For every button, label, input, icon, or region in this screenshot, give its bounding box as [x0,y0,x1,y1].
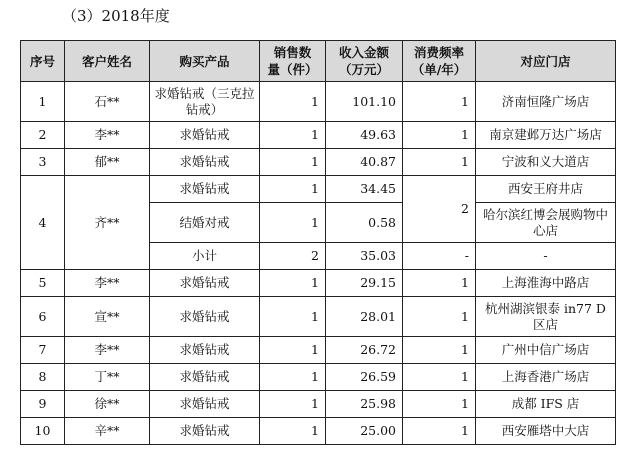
cell-customer: 石** [65,82,150,122]
cell-qty: 2 [260,243,326,270]
cell-no: 4 [21,176,65,270]
cell-store: 杭州湖滨银泰 in77 D 区店 [476,297,616,337]
cell-amount: 101.10 [326,82,403,122]
header-qty-line1: 销售数 [273,45,312,60]
cell-product: 求婚钻戒 [150,364,260,391]
table-row [21,176,616,203]
header-qty [260,41,326,82]
cell-store: 西安雁塔中大店 [476,418,616,445]
cell-store: - [476,243,616,270]
cell-product: 求婚钻戒 [150,391,260,418]
cell-no: 3 [21,149,65,176]
header-amount-line2: （万元） [338,62,389,77]
header-customer: 客户姓名 [65,41,150,82]
cell-store: 南京建邺万达广场店 [476,122,616,149]
cell-frequency: 1 [403,270,476,297]
cell-product: 结婚对戒 [150,203,260,243]
table-row [21,82,616,122]
cell-qty: 1 [260,122,326,149]
cell-customer: 辛** [65,418,150,445]
table-row [21,149,616,176]
cell-amount: 49.63 [326,122,403,149]
cell-product: 求婚钻戒 [150,297,260,337]
cell-qty: 1 [260,149,326,176]
header-amount-line1: 收入金额 [338,45,389,60]
cell-amount: 26.59 [326,364,403,391]
cell-qty: 1 [260,391,326,418]
header-amount [326,41,403,82]
cell-customer: 李** [65,270,150,297]
cell-customer: 宣** [65,297,150,337]
cell-customer: 齐** [65,176,150,270]
cell-amount: 0.58 [326,203,403,243]
header-product: 购买产品 [150,41,260,82]
sales-table [20,40,616,445]
cell-no: 10 [21,418,65,445]
cell-customer: 李** [65,122,150,149]
cell-frequency: 1 [403,337,476,364]
cell-amount: 28.01 [326,297,403,337]
cell-amount: 26.72 [326,337,403,364]
cell-frequency: - [403,243,476,270]
cell-qty: 1 [260,270,326,297]
header-qty-line2: 量（件） [267,62,318,77]
cell-qty: 1 [260,418,326,445]
header-frequency-line2: （单/年） [411,62,467,77]
section-caption: （3）2018年度 [62,7,170,25]
cell-customer: 徐** [65,391,150,418]
cell-product: 求婚钻戒 [150,176,260,203]
cell-product: 求婚钻戒 [150,337,260,364]
cell-product: 求婚钻戒 [150,418,260,445]
cell-qty: 1 [260,337,326,364]
cell-qty: 1 [260,364,326,391]
cell-no: 5 [21,270,65,297]
cell-frequency: 1 [403,122,476,149]
cell-qty: 1 [260,297,326,337]
header-row [21,41,616,82]
cell-amount: 25.00 [326,418,403,445]
cell-frequency: 1 [403,391,476,418]
table-row [21,297,616,337]
cell-store: 广州中信广场店 [476,337,616,364]
header-no: 序号 [21,41,65,82]
table-row [21,364,616,391]
cell-amount: 34.45 [326,176,403,203]
header-store: 对应门店 [476,41,616,82]
table-row [21,337,616,364]
cell-amount: 40.87 [326,149,403,176]
cell-store: 济南恒隆广场店 [476,82,616,122]
cell-store: 宁波和义大道店 [476,149,616,176]
table-row [21,391,616,418]
table-row [21,418,616,445]
cell-qty: 1 [260,203,326,243]
cell-product: 求婚钻戒（三克拉钻戒） [150,82,260,122]
cell-amount: 25.98 [326,391,403,418]
cell-frequency: 1 [403,82,476,122]
cell-amount: 29.15 [326,270,403,297]
cell-amount: 35.03 [326,243,403,270]
cell-customer: 丁** [65,364,150,391]
cell-product: 求婚钻戒 [150,122,260,149]
table-body [21,41,616,445]
header-frequency [403,41,476,82]
cell-customer: 郁** [65,149,150,176]
cell-no: 6 [21,297,65,337]
cell-store: 哈尔滨红博会展购物中心店 [476,203,616,243]
cell-store: 西安王府井店 [476,176,616,203]
cell-subtotal-label: 小计 [150,243,260,270]
cell-store: 成都 IFS 店 [476,391,616,418]
cell-qty: 1 [260,82,326,122]
table-row [21,122,616,149]
cell-no: 1 [21,82,65,122]
cell-frequency: 1 [403,297,476,337]
cell-customer: 李** [65,337,150,364]
cell-store: 上海淮海中路店 [476,270,616,297]
header-frequency-line1: 消费频率 [413,45,464,60]
cell-product: 求婚钻戒 [150,270,260,297]
cell-no: 7 [21,337,65,364]
cell-frequency: 1 [403,149,476,176]
cell-no: 9 [21,391,65,418]
table-row [21,270,616,297]
cell-frequency: 2 [403,176,476,243]
cell-frequency: 1 [403,418,476,445]
cell-store: 上海香港广场店 [476,364,616,391]
cell-product: 求婚钻戒 [150,149,260,176]
cell-frequency: 1 [403,364,476,391]
cell-no: 2 [21,122,65,149]
cell-no: 8 [21,364,65,391]
cell-qty: 1 [260,176,326,203]
